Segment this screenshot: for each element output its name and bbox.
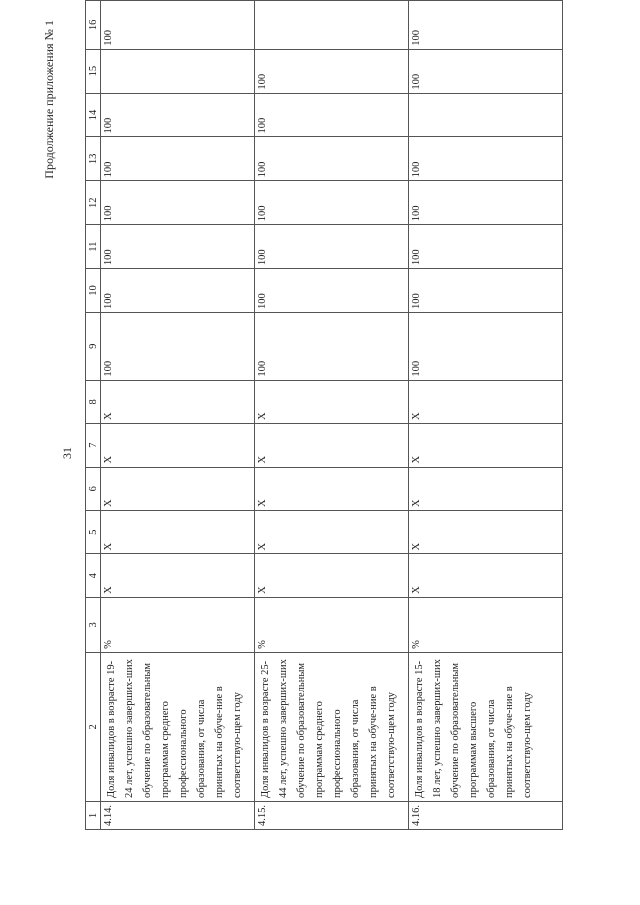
value-cell [255,1,409,50]
value-cell: X [409,554,563,597]
indicator-description: Доля инвалидов в возрасте 15-18 лет, успешно заверших-ших обучение по образовательным программам высшего образования, от числа принятых на обуче-ние в соответствую-щем году [409,652,563,801]
value-cell: 100 [101,225,255,269]
column-number: 15 [86,49,101,93]
indicator-description: Доля инвалидов в возрасте 25-44 лет, успешно заверших-ших обучение по образовательным программам среднего профессионального образования, от числа принятых на обуче-ние в соответствую-щем году [255,652,409,801]
column-number: 3 [86,597,101,652]
row-number: 4.16. [409,802,563,830]
unit-cell: % [409,597,563,652]
unit-cell: % [101,597,255,652]
value-cell: 100 [409,225,563,269]
value-cell: 100 [409,49,563,93]
column-number: 6 [86,467,101,510]
indicator-table [85,0,563,830]
value-cell: 100 [101,269,255,313]
column-number: 12 [86,181,101,225]
value-cell: 100 [255,93,409,137]
value-cell: 100 [101,181,255,225]
value-cell: X [409,424,563,467]
appendix-label: Продолжение приложения № 1 [42,20,56,179]
column-number: 10 [86,269,101,313]
value-cell: 100 [409,1,563,50]
column-number: 9 [86,312,101,380]
value-cell: X [255,424,409,467]
value-cell: X [101,380,255,423]
value-cell: X [101,467,255,510]
value-cell: 100 [409,312,563,380]
column-number: 8 [86,380,101,423]
value-cell: 100 [101,137,255,181]
row-number: 4.15. [255,802,409,830]
value-cell: 100 [255,181,409,225]
value-cell: 100 [255,269,409,313]
value-cell: 100 [101,93,255,137]
value-cell: 100 [409,137,563,181]
column-number: 11 [86,225,101,269]
value-cell: X [255,554,409,597]
column-number: 14 [86,93,101,137]
value-cell: 100 [409,181,563,225]
column-number: 5 [86,510,101,553]
unit-cell: % [255,597,409,652]
value-cell [101,49,255,93]
indicator-description: Доля инвалидов в возрасте 19-24 лет, успешно заверших-ших обучение по образовательным программам среднего профессионального образования, от числа принятых на обуче-ние в соответствую-щем году [101,652,255,801]
table-row [255,1,409,830]
value-cell: X [101,424,255,467]
value-cell: 100 [255,49,409,93]
value-cell: X [255,467,409,510]
value-cell: 100 [255,137,409,181]
column-number: 4 [86,554,101,597]
value-cell: 100 [101,1,255,50]
row-number: 4.14. [101,802,255,830]
column-number: 1 [86,802,101,830]
column-number: 16 [86,1,101,50]
table-row [409,1,563,830]
column-number-row [86,1,101,830]
value-cell: X [101,510,255,553]
value-cell: 100 [101,312,255,380]
value-cell: X [101,554,255,597]
column-number: 13 [86,137,101,181]
value-cell: 100 [255,225,409,269]
value-cell: X [409,467,563,510]
column-number: 2 [86,652,101,801]
column-number: 7 [86,424,101,467]
value-cell: X [409,510,563,553]
table-row [101,1,255,830]
page-number: 31 [60,447,74,459]
value-cell: 100 [255,312,409,380]
value-cell [409,93,563,137]
value-cell: X [409,380,563,423]
value-cell: X [255,380,409,423]
value-cell: X [255,510,409,553]
value-cell: 100 [409,269,563,313]
